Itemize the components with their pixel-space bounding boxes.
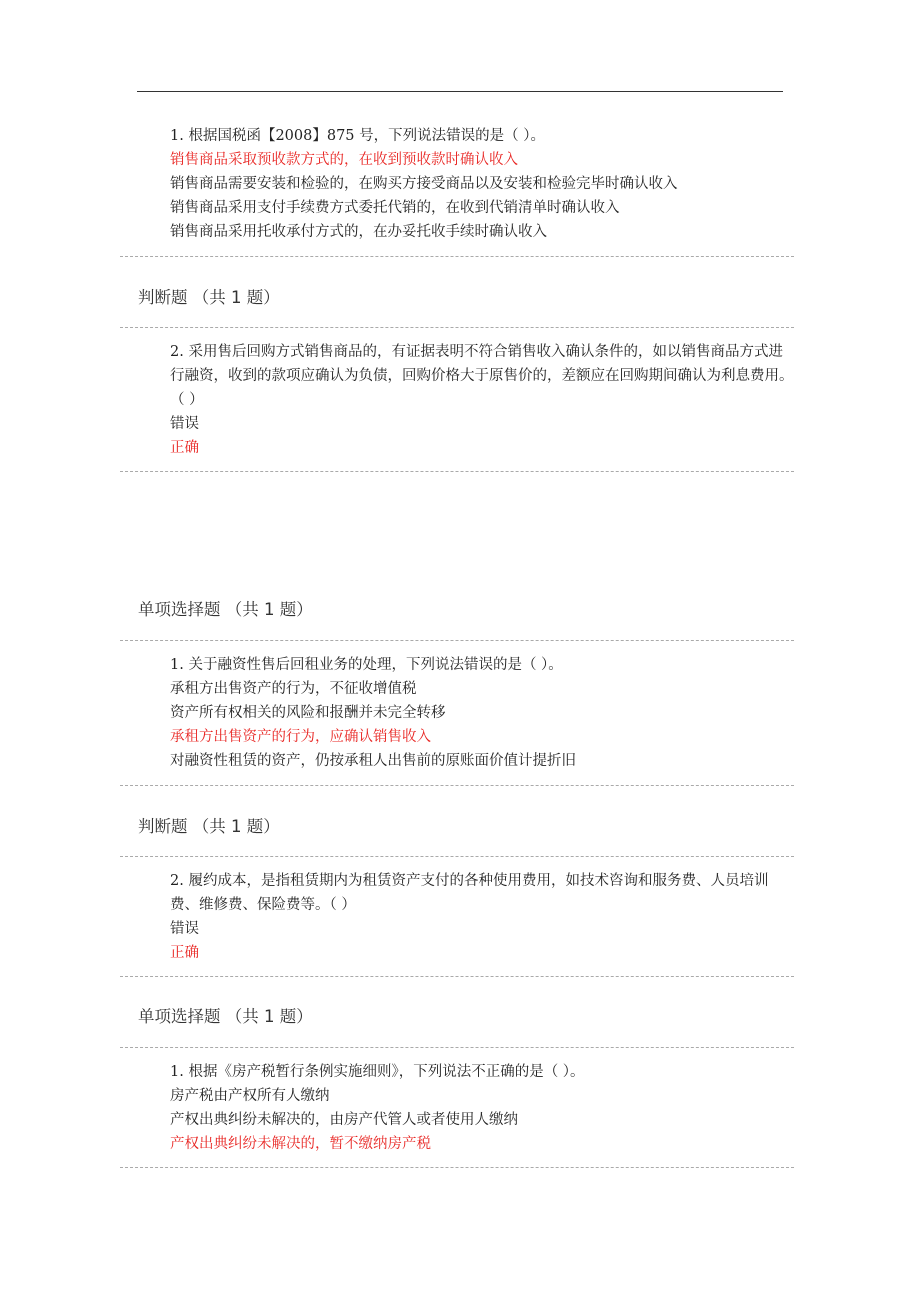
option-correct: 销售商品采取预收款方式的，在收到预收款时确认收入 xyxy=(170,152,518,168)
section-divider xyxy=(120,256,794,257)
option: 资产所有权相关的风险和报酬并未完全转移 xyxy=(170,705,446,721)
question-1: 1. 根据《房产税暂行条例实施细则》，下列说法不正确的是（ ）。 xyxy=(170,1064,585,1080)
section-divider xyxy=(120,1047,794,1048)
header-rule xyxy=(137,91,783,92)
question-2: 2. 履约成本，是指租赁期内为租赁资产支付的各种使用费用，如技术咨询和服务费、人员培训费、维修费、保险费等。（ ） xyxy=(170,873,769,913)
option-correct: 正确 xyxy=(170,440,199,456)
option: 销售商品采用托收承付方式的，在办妥托收手续时确认收入 xyxy=(170,224,547,240)
section-title-single-choice: 单项选择题 （共 1 题） xyxy=(138,1007,313,1026)
option: 销售商品需要安装和检验的，在购买方接受商品以及安装和检验完毕时确认收入 xyxy=(170,176,678,192)
question-2: 2. 采用售后回购方式销售商品的，有证据表明不符合销售收入确认条件的，如以销售商品方式进行融资，收到的款项应确认为负债，回购价格大于原售价的，差额应在回购期间确认为利息费用。（ ） xyxy=(170,344,794,408)
option: 承租方出售资产的行为，不征收增值税 xyxy=(170,681,417,697)
option-correct: 正确 xyxy=(170,945,199,961)
section-title-true-false: 判断题 （共 1 题） xyxy=(138,288,280,307)
option: 销售商品采用支付手续费方式委托代销的，在收到代销清单时确认收入 xyxy=(170,200,620,216)
section-divider xyxy=(120,327,794,328)
section-divider xyxy=(120,1167,794,1168)
option: 对融资性租赁的资产，仍按承租人出售前的原账面价值计提折旧 xyxy=(170,753,576,769)
section-divider xyxy=(120,785,794,786)
question-1: 1. 关于融资性售后回租业务的处理，下列说法错误的是（ ）。 xyxy=(170,657,563,673)
option: 错误 xyxy=(170,416,199,432)
section-title-true-false: 判断题 （共 1 题） xyxy=(138,817,280,836)
option: 错误 xyxy=(170,921,199,937)
option: 房产税由产权所有人缴纳 xyxy=(170,1088,330,1104)
section-divider xyxy=(120,856,794,857)
option: 产权出典纠纷未解决的，由房产代管人或者使用人缴纳 xyxy=(170,1112,518,1128)
option-correct: 产权出典纠纷未解决的，暂不缴纳房产税 xyxy=(170,1136,431,1152)
section-divider xyxy=(120,976,794,977)
section-title-single-choice: 单项选择题 （共 1 题） xyxy=(138,600,313,619)
section-divider xyxy=(120,640,794,641)
section-divider xyxy=(120,471,794,472)
question-1: 1. 根据国税函【2008】875 号，下列说法错误的是（ ）。 xyxy=(170,128,545,144)
option-correct: 承租方出售资产的行为，应确认销售收入 xyxy=(170,729,431,745)
